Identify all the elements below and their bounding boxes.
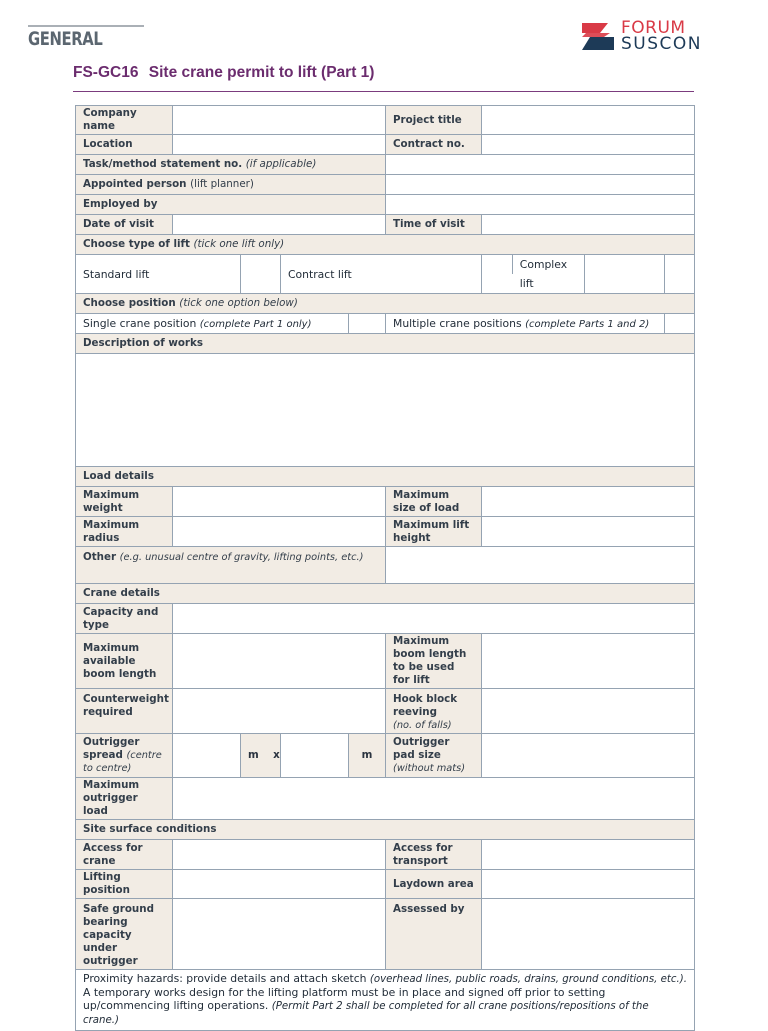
project-title-label: Project title (386, 106, 482, 135)
complex-lift-option: Complex lift (519, 258, 568, 290)
task-statement-field[interactable] (386, 155, 695, 175)
contract-no-label: Contract no. (386, 135, 482, 155)
contract-lift-checkbox[interactable] (482, 255, 585, 294)
outrigger-pad-size-label: Outrigger pad size (without mats) (386, 734, 482, 778)
multiple-positions-option: Multiple crane positions (complete Parts 1 and 2) (386, 314, 665, 334)
employed-by-label: Employed by (76, 195, 386, 215)
position-heading: Choose position (tick one option below) (76, 294, 695, 314)
outrigger-spread-width-field[interactable] (281, 734, 349, 778)
max-radius-field[interactable] (173, 517, 386, 547)
location-label: Location (76, 135, 173, 155)
counterweight-required-label: Counterweight required (76, 689, 173, 734)
form-title: Site crane permit to lift (Part 1) (148, 64, 375, 81)
forum-suscon-logo (580, 18, 702, 56)
employed-by-field[interactable] (386, 195, 695, 215)
max-boom-length-field[interactable] (173, 634, 386, 689)
contract-lift-option: Contract lift (281, 255, 482, 294)
max-weight-field[interactable] (173, 487, 386, 517)
assessed-by-field[interactable] (482, 899, 695, 970)
max-size-of-load-field[interactable] (482, 487, 695, 517)
logo-word-suscon: SUSCON (621, 34, 702, 54)
access-for-transport-field[interactable] (482, 840, 695, 870)
capacity-and-type-field[interactable] (173, 604, 695, 634)
project-title-field[interactable] (482, 106, 695, 135)
max-lift-height-field[interactable] (482, 517, 695, 547)
access-for-crane-field[interactable] (173, 840, 386, 870)
max-boom-length-used-field[interactable] (482, 634, 695, 689)
logo-word-forum: FORUM (621, 18, 686, 38)
access-for-crane-label: Access for crane (76, 840, 173, 870)
max-lift-height-label: Maximum lift height (386, 517, 482, 547)
outrigger-pad-size-field[interactable] (482, 734, 695, 778)
max-boom-length-used-label: Maximum boom length to be used for lift (386, 634, 482, 689)
standard-lift-option: Standard lift (76, 255, 241, 294)
location-field[interactable] (173, 135, 386, 155)
time-of-visit-label: Time of visit (386, 215, 482, 235)
single-position-checkbox[interactable] (349, 314, 386, 334)
max-weight-label: Maximum weight (76, 487, 173, 517)
single-position-option: Single crane position (complete Part 1 only) (76, 314, 349, 334)
laydown-area-field[interactable] (482, 870, 695, 899)
description-of-works-heading: Description of works (76, 334, 695, 354)
load-details-heading: Load details (76, 467, 695, 487)
laydown-area-label: Laydown area (386, 870, 482, 899)
header-rule (28, 25, 144, 27)
time-of-visit-field[interactable] (482, 215, 695, 235)
company-name-field[interactable] (173, 106, 386, 135)
appointed-person-label: Appointed person (lift planner) (76, 175, 386, 195)
classification-label: GENERAL (28, 28, 103, 50)
lifting-position-field[interactable] (173, 870, 386, 899)
hook-block-reeving-field[interactable] (482, 689, 695, 734)
outrigger-spread-length-field[interactable] (173, 734, 241, 778)
max-radius-label: Maximum radius (76, 517, 173, 547)
safe-ground-bearing-label: Safe ground bearing capacity under outrigger (76, 899, 173, 970)
contract-no-field[interactable] (482, 135, 695, 155)
page-title (73, 64, 374, 82)
lift-type-heading: Choose type of lift (tick one lift only) (76, 235, 695, 255)
logo-mark-icon (580, 20, 616, 54)
lifting-position-label: Lifting position (76, 870, 173, 899)
site-surface-heading: Site surface conditions (76, 820, 695, 840)
permit-form (75, 105, 695, 1031)
other-field[interactable] (386, 547, 695, 584)
outrigger-spread-units: m x (241, 734, 281, 778)
assessed-by-label: Assessed by (386, 899, 482, 970)
hook-block-reeving-label: Hook block reeving (no. of falls) (386, 689, 482, 734)
max-boom-length-label: Maximum available boom length (76, 634, 173, 689)
complex-lift-spacer (585, 255, 665, 294)
max-outrigger-load-field[interactable] (173, 778, 695, 820)
title-rule (73, 91, 694, 92)
appointed-person-field[interactable] (386, 175, 695, 195)
crane-details-heading: Crane details (76, 584, 695, 604)
capacity-and-type-label: Capacity and type (76, 604, 173, 634)
form-code: FS-GC16 (73, 64, 139, 81)
max-size-of-load-label: Maximum size of load (386, 487, 482, 517)
complex-lift-checkbox[interactable] (665, 255, 695, 294)
other-label: Other (e.g. unusual centre of gravity, lifting points, etc.) (76, 547, 386, 584)
outrigger-spread-unit-m: m (349, 734, 386, 778)
company-name-label: Company name (76, 106, 173, 135)
access-for-transport-label: Access for transport (386, 840, 482, 870)
multiple-positions-checkbox[interactable] (665, 314, 695, 334)
description-of-works-field[interactable] (76, 354, 695, 467)
task-statement-label: Task/method statement no. (if applicable) (76, 155, 386, 175)
proximity-hazards-note: Proximity hazards: provide details and attach sketch (overhead lines, public roads, drains, ground conditions, etc.). A temporary works design for the lifting platform must be in place and signed off prior to setting up/commencing lifting operations. (Permit Part 2 shall be completed for all crane positions/repositions of the crane.) (76, 970, 695, 1031)
counterweight-required-field[interactable] (173, 689, 386, 734)
max-outrigger-load-label: Maximum outrigger load (76, 778, 173, 820)
date-of-visit-field[interactable] (173, 215, 386, 235)
safe-ground-bearing-field[interactable] (173, 899, 386, 970)
date-of-visit-label: Date of visit (76, 215, 173, 235)
outrigger-spread-label: Outrigger spread (centre to centre) (76, 734, 173, 778)
standard-lift-checkbox[interactable] (241, 255, 281, 294)
